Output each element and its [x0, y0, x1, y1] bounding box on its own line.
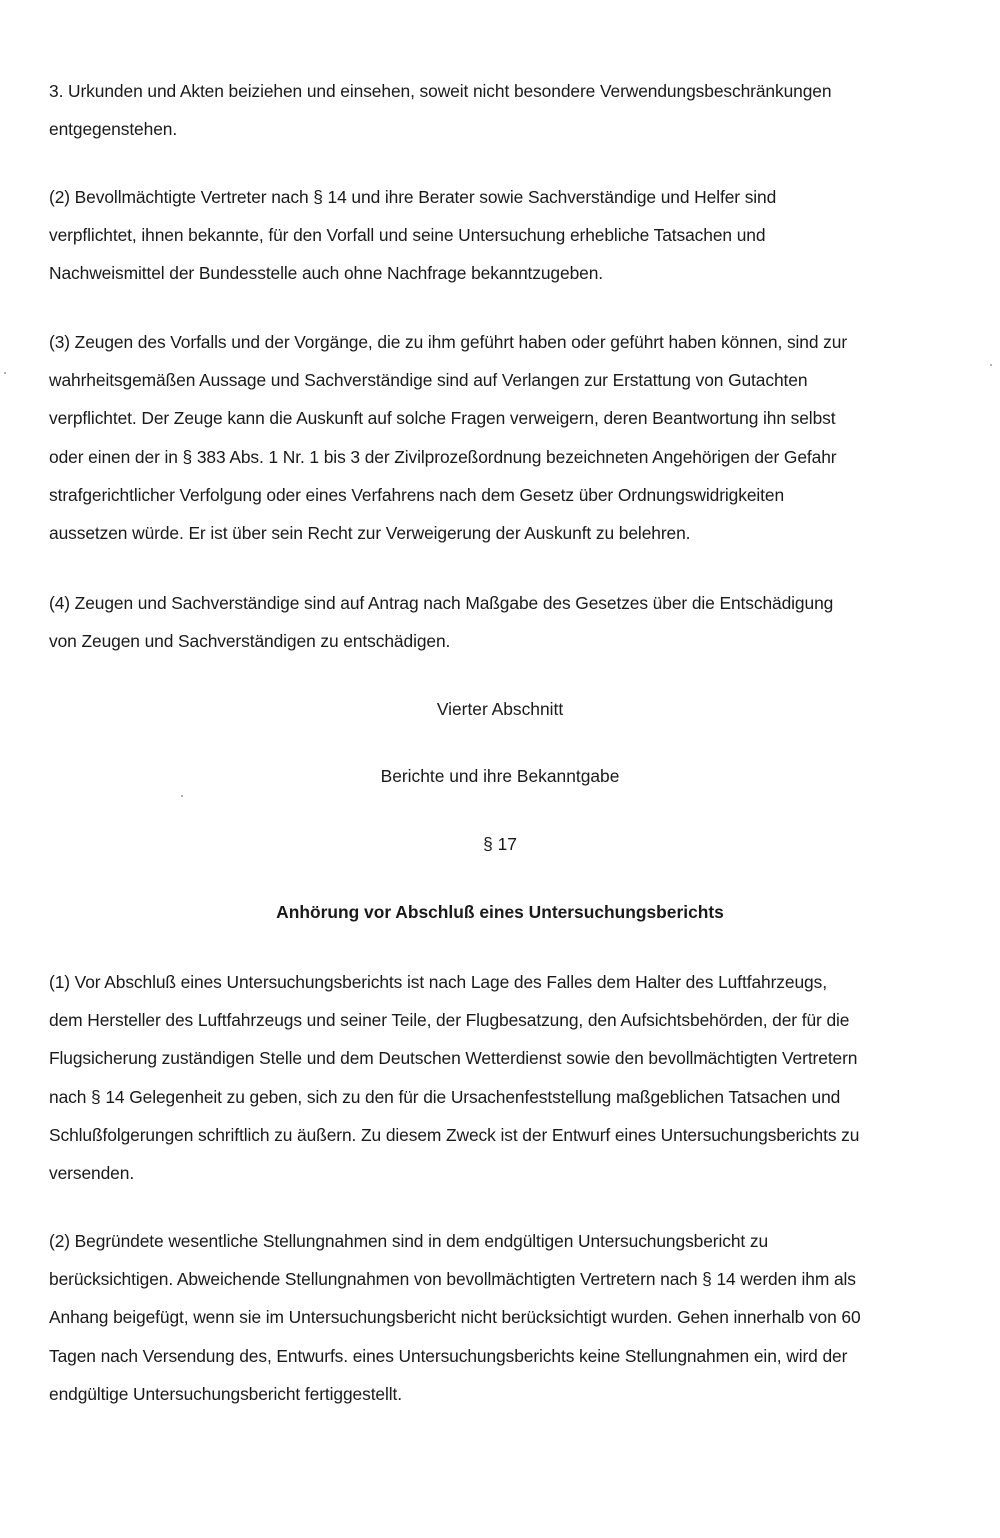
text-line: 3. Urkunden und Akten beiziehen und einsehen, soweit nicht besondere Verwendungsbeschränkungen	[49, 81, 832, 101]
paragraph-abs-2	[49, 178, 961, 293]
text-line: (2) Bevollmächtigte Vertreter nach § 14 und ihre Berater sowie Sachverständige und Helfer sind	[49, 187, 777, 207]
text-line: strafgerichtlicher Verfolgung oder eines Verfahrens nach dem Gesetz über Ordnungswidrigkeiten	[49, 484, 785, 505]
text-line: wahrheitsgemäßen Aussage und Sachverständige sind auf Verlangen zur Erstattung von Gutachten	[49, 370, 808, 391]
paragraph-title: Anhörung vor Abschluß eines Untersuchungsberichts	[276, 902, 724, 922]
text-line: entgegenstehen.	[49, 119, 178, 140]
section-heading: Vierter Abschnitt	[436, 699, 564, 719]
text-line: von Zeugen und Sachverständigen zu entschädigen.	[49, 631, 451, 652]
text-line: (1) Vor Abschluß eines Untersuchungsberichts ist nach Lage des Falles dem Halter des Luftfahrzeugs,	[49, 972, 827, 992]
text-line: versenden.	[49, 1163, 135, 1184]
text-line: aussetzen würde. Er ist über sein Recht zur Verweigerung der Auskunft zu belehren.	[49, 523, 691, 544]
paragraph-abs-4	[49, 584, 961, 660]
text-line: dem Hersteller des Luftfahrzeugs und seiner Teile, der Flugbesatzung, den Aufsichtsbehörden, der für die	[49, 1010, 850, 1031]
paragraph-number: § 17	[483, 834, 517, 854]
text-line: nach § 14 Gelegenheit zu geben, sich zu den für die Ursachenfeststellung maßgeblichen Tatsachen und	[49, 1086, 841, 1107]
text-line: berücksichtigen. Abweichende Stellungnahmen von bevollmächtigten Vertretern nach § 14 werden ihm als	[49, 1269, 856, 1290]
scan-speck	[990, 364, 992, 366]
text-line: verpflichtet, ihnen bekannte, für den Vorfall und seine Untersuchung erhebliche Tatsachen und	[49, 225, 766, 246]
text-line: verpflichtet. Der Zeuge kann die Auskunft auf solche Fragen verweigern, deren Beantwortung ihn selbst	[49, 408, 836, 429]
text-line: (2) Begründete wesentliche Stellungnahmen sind in dem endgültigen Untersuchungsbericht zu	[49, 1231, 769, 1251]
paragraph-17-abs-1	[49, 963, 961, 1192]
paragraph-item-3	[49, 72, 961, 148]
text-line: Tagen nach Versendung des, Entwurfs. eines Untersuchungsberichts keine Stellungnahmen ein, wird der	[49, 1345, 848, 1366]
text-line: Nachweismittel der Bundesstelle auch ohne Nachfrage bekanntzugeben.	[49, 263, 604, 284]
text-line: Flugsicherung zuständigen Stelle und dem Deutschen Wetterdienst sowie den bevollmächtigten Vertretern	[49, 1048, 858, 1069]
paragraph-17-abs-2	[49, 1222, 961, 1413]
text-line: (4) Zeugen und Sachverständige sind auf Antrag nach Maßgabe des Gesetzes über die Entschädigung	[49, 593, 834, 613]
text-line: Anhang beigefügt, wenn sie im Untersuchungsbericht nicht berücksichtigt wurden. Gehen innerhalb von 60	[49, 1307, 861, 1328]
text-line: oder einen der in § 383 Abs. 1 Nr. 1 bis 3 der Zivilprozeßordnung bezeichneten Angehörigen der Gefahr	[49, 446, 837, 467]
text-line: endgültige Untersuchungsbericht fertiggestellt.	[49, 1383, 402, 1404]
text-line: Schlußfolgerungen schriftlich zu äußern. Zu diesem Zweck ist der Entwurf eines Untersuchungsberichts zu	[49, 1124, 860, 1145]
paragraph-abs-3	[49, 323, 961, 552]
scan-speck	[181, 795, 183, 797]
scan-speck	[4, 372, 6, 374]
text-line: (3) Zeugen des Vorfalls und der Vorgänge, die zu ihm geführt haben oder geführt haben können, sind zur	[49, 332, 848, 352]
section-title: Berichte und ihre Bekanntgabe	[380, 766, 620, 786]
